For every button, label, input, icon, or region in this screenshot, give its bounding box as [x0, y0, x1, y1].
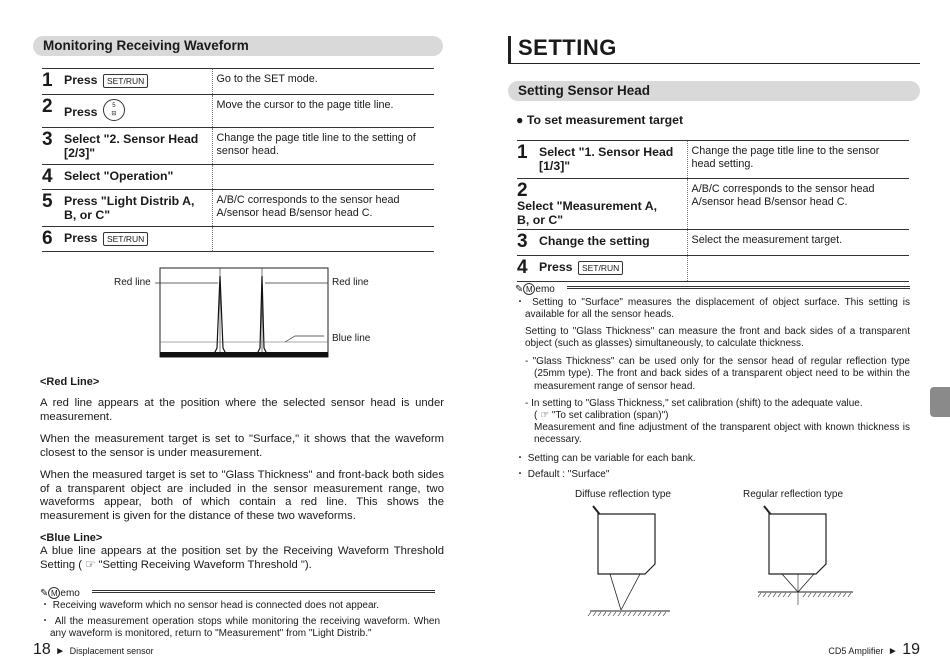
page-footer-right: [828, 641, 920, 659]
blue-line-label: Blue line: [332, 333, 371, 344]
step-number: 5: [42, 191, 53, 212]
step-desc: Select the measurement target.: [687, 230, 909, 256]
red-line-paragraph-1: A red line appears at the position where the selected sensor head is under measurement.: [40, 397, 444, 423]
triangle-right-icon: ►: [55, 646, 66, 657]
page-number: 18: [33, 641, 51, 658]
memo-item-continued: Setting to "Glass Thickness" can measure the front and back sides of a transparent object (such as glasses) simultaneously, to calculate thickness.: [525, 326, 910, 350]
section-title-bar: [33, 36, 443, 56]
memo-subitem-text: In setting to "Glass Thickness," set calibration (shift) to the adequate value.: [531, 398, 863, 409]
step-number: 2: [517, 180, 528, 201]
memo-subitem-ref: ( ☞ "To set calibration (span)"): [534, 410, 669, 421]
step-desc: A/B/C corresponds to the sensor head A/sensor head B/sensor head C.: [687, 179, 909, 230]
section-title-bar: [508, 81, 920, 101]
memo-item: ・ Setting can be variable for each bank.: [515, 453, 696, 464]
sub-heading: ● To set measurement target: [516, 113, 684, 127]
red-line-paragraph-2: When the measurement target is set to "Surface," it shows that the waveform closest to the sensor is under measurement.: [40, 433, 444, 459]
step-number: 4: [517, 257, 528, 278]
step-text: Select "1. Sensor Head [1/3]": [539, 145, 674, 173]
pencil-icon: ✎: [515, 284, 524, 295]
step-text: Press: [64, 231, 98, 245]
memo-subitem-text: "Glass Thickness" can be used only for the sensor head of regular reflection type (25mm type). The front and back sides of a transparent object need to be within the measurement range of sensor head.: [532, 356, 910, 392]
cursor-key-bottom: ⊟: [111, 111, 117, 117]
memo-item: ・ Receiving waveform which no sensor head is connected does not appear.: [40, 600, 380, 611]
step-number: 2: [42, 96, 53, 117]
step-row: [517, 179, 909, 230]
step-row: [42, 227, 434, 252]
step-number: 1: [517, 142, 528, 163]
step-row: [517, 256, 909, 282]
step-number: 3: [517, 231, 528, 252]
memo-header: [515, 279, 910, 295]
blue-line-heading: <Blue Line>: [40, 532, 103, 544]
memo-divider: [92, 590, 435, 593]
step-desc: [212, 227, 434, 252]
memo-subitem-continued: Measurement and fine adjustment of the transparent object with known thickness is necessary.: [534, 422, 910, 446]
blue-line-paragraph: A blue line appears at the position set by the Receiving Waveform Threshold Setting ( ☞ "Setting Receiving Waveform Threshold ").: [40, 545, 444, 571]
step-row: [42, 128, 434, 165]
memo-item-text: Default : "Surface": [527, 469, 610, 480]
memo-m-icon: M: [523, 283, 535, 295]
red-line-label-left: Red line: [114, 277, 151, 288]
red-line-label-right: Red line: [332, 277, 369, 288]
memo-item: ・ Setting to "Surface" measures the displacement of object surface. This setting is available for all the sensor heads.: [515, 297, 910, 321]
step-desc: Change the page title line to the sensor head setting.: [687, 141, 909, 179]
step-row: [42, 95, 434, 128]
page-number: 19: [902, 641, 920, 658]
memo-item-text: All the measurement operation stops while monitoring the receiving waveform. When any waveform is monitored, return to "Measurement" from "Light Distrib.": [50, 616, 441, 640]
section-title: Setting Sensor Head: [518, 83, 651, 98]
step-text: Press "Light Distrib A, B, or C": [64, 194, 195, 222]
footer-label: CD5 Amplifier: [828, 646, 884, 656]
memo-item: ・ Default : "Surface": [515, 469, 610, 480]
memo-header: [40, 583, 435, 599]
memo-subitem: - In setting to "Glass Thickness," set calibration (shift) to the adequate value.: [525, 398, 863, 409]
memo-item-text: Setting to "Surface" measures the displacement of object surface. This setting is available for all the sensor heads.: [525, 297, 910, 321]
step-desc: [212, 165, 434, 190]
regular-sensor-diagram: [758, 500, 858, 610]
regular-label: Regular reflection type: [743, 489, 844, 500]
step-row: [42, 190, 434, 227]
red-line-heading: <Red Line>: [40, 376, 100, 388]
step-desc: Go to the SET mode.: [212, 69, 434, 95]
steps-table: [42, 68, 434, 252]
step-row: [517, 141, 909, 179]
right-page: [475, 0, 950, 670]
steps-table: [517, 140, 909, 282]
step-desc: Change the page title line to the setting of sensor head.: [212, 128, 434, 165]
step-desc: Move the cursor to the page title line.: [212, 95, 434, 128]
step-text: Press: [539, 260, 573, 274]
memo-item-text: Receiving waveform which no sensor head is connected does not appear.: [52, 600, 380, 611]
section-title: Monitoring Receiving Waveform: [43, 38, 249, 53]
step-text: Press: [64, 73, 98, 87]
step-desc: A/B/C corresponds to the sensor head A/sensor head B/sensor head C.: [212, 190, 434, 227]
chapter-tab-marker: [930, 387, 950, 417]
step-number: 1: [42, 70, 53, 91]
step-number: 3: [42, 129, 53, 150]
cursor-key-top: 5: [112, 103, 116, 109]
memo-divider: [567, 286, 910, 289]
chapter-title: SETTING: [518, 35, 617, 60]
step-row: [42, 69, 434, 95]
step-number: 4: [42, 166, 53, 187]
memo-label: emo: [535, 284, 555, 295]
diffuse-sensor-diagram: [585, 500, 675, 620]
red-line-paragraph-3: When the measured target is set to "Glass Thickness" and front-back both sides of a transparent object are included in the sensor measurement range, two waveforms appear, both of which contain a red line. This shows the measurement is given for the distance of these two waveforms.: [40, 469, 444, 522]
step-text: Press: [64, 105, 98, 119]
triangle-right-icon: ►: [887, 646, 898, 657]
step-text: Select "2. Sensor Head [2/3]": [64, 132, 199, 160]
pencil-icon: ✎: [40, 588, 49, 599]
footer-label: Displacement sensor: [69, 646, 154, 656]
waveform-figure: [110, 266, 390, 361]
memo-subitem: - "Glass Thickness" can be used only for the sensor head of regular reflection type (25mm type). The front and back sides of a transparent object need to be within the measurement range of sensor head.: [525, 356, 910, 392]
chapter-bar: [508, 36, 511, 63]
memo-label: emo: [60, 588, 80, 599]
step-text: Select "Measurement A, B, or C": [517, 199, 658, 227]
step-row: [42, 165, 434, 190]
memo-m-icon: M: [48, 587, 60, 599]
step-number: 6: [42, 228, 53, 249]
page-footer-left: [33, 641, 154, 659]
diffuse-label: Diffuse reflection type: [575, 489, 671, 500]
step-desc: [687, 256, 909, 282]
memo-item-text: Setting can be variable for each bank.: [527, 453, 696, 464]
cursor-key-icon: [103, 99, 125, 121]
set-run-key-icon: SET/RUN: [103, 74, 148, 88]
set-run-key-icon: SET/RUN: [578, 261, 623, 275]
step-text: Change the setting: [539, 234, 650, 248]
step-text: Select "Operation": [64, 169, 174, 183]
set-run-key-icon: SET/RUN: [103, 232, 148, 246]
memo-item: ・ All the measurement operation stops while monitoring the receiving waveform. When any waveform is monitored, return to "Measurement" from "Light Distrib.": [40, 616, 441, 640]
step-row: [517, 230, 909, 256]
chapter-header: [508, 36, 920, 64]
